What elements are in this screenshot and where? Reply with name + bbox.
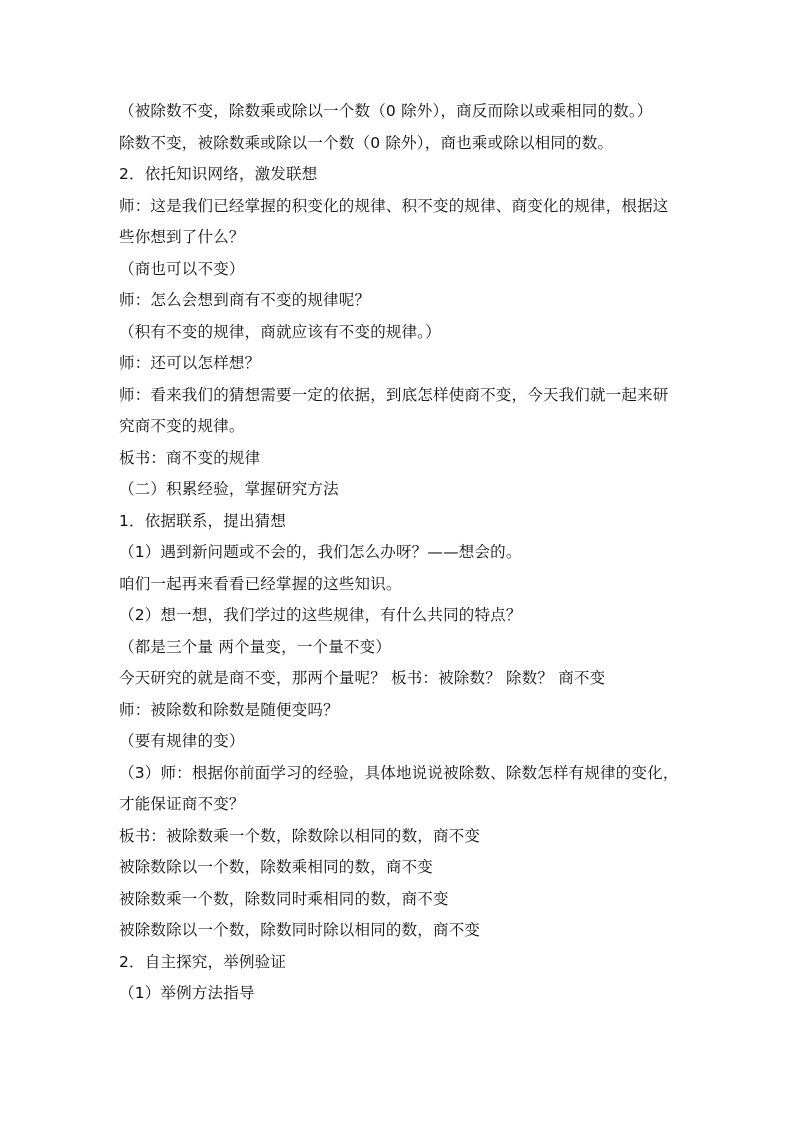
text-line-7: 师：怎么会想到商有不变的规律呢？ bbox=[119, 291, 371, 309]
text-line-1: （被除数不变，除数乘或除以一个数（0 除外），商反而除以或乘相同的数。） bbox=[119, 102, 653, 120]
subsection-heading-1: 1．依据联系，提出猜想 bbox=[119, 511, 287, 530]
text-line-23: 才能保证商不变？ bbox=[119, 795, 245, 813]
blackboard-title: 板书：商不变的规律 bbox=[119, 448, 261, 467]
text-line-22: （3）师：根据你前面学习的经验，具体地说说被除数、除数怎样有规律的变化， bbox=[119, 763, 679, 782]
blackboard-rule-4: 被除数除以一个数，除数同时除以相同的数，商不变 bbox=[119, 921, 481, 939]
text-line-6: （商也可以不变） bbox=[119, 259, 245, 278]
blackboard-rule-1: 板书：被除数乘一个数，除数除以相同的数，商不变 bbox=[119, 826, 481, 845]
text-line-9: 师：还可以怎样想？ bbox=[119, 354, 261, 372]
text-line-8: （积有不变的规律，商就应该有不变的规律。） bbox=[119, 322, 441, 341]
blackboard-rule-2: 被除数除以一个数，除数乘相同的数，商不变 bbox=[119, 858, 434, 876]
text-line-5: 些你想到了什么？ bbox=[119, 228, 245, 246]
text-line-4: 师：这是我们已经掌握的积变化的规律、积不变的规律、商变化的规律，根据这 bbox=[119, 196, 669, 215]
text-line-19: 今天研究的就是商不变，那两个量呢？ 板书：被除数？ 除数？ 商不变 bbox=[119, 669, 606, 687]
text-line-16: 咱们一起再来看看已经掌握的这些知识。 bbox=[119, 574, 402, 593]
text-line-11: 究商不变的规律。 bbox=[119, 417, 245, 435]
text-line-20: 师：被除数和除数是随便变吗？ bbox=[119, 700, 339, 719]
text-line-29: （1）举例方法指导 bbox=[119, 984, 255, 1002]
section-heading-part-2: （二）积累经验，掌握研究方法 bbox=[119, 480, 339, 498]
text-line-18: （都是三个量 两个量变，一个量不变） bbox=[119, 637, 392, 656]
text-line-17: （2）想一想，我们学过的这些规律，有什么共同的特点？ bbox=[119, 606, 522, 624]
subsection-heading-2: 2．自主探究，举例验证 bbox=[119, 952, 287, 971]
document-page bbox=[119, 96, 679, 1010]
section-heading-2: 2．依托知识网络，激发联想 bbox=[119, 165, 318, 183]
text-line-15: （1）遇到新问题或不会的，我们怎么办呀？——想会的。 bbox=[119, 543, 522, 561]
blackboard-rule-3: 被除数乘一个数，除数同时乘相同的数，商不变 bbox=[119, 889, 449, 908]
text-line-2: 除数不变，被除数乘或除以一个数（0 除外），商也乘或除以相同的数。 bbox=[119, 133, 614, 152]
text-line-10: 师：看来我们的猜想需要一定的依据，到底怎样使商不变，今天我们就一起来研 bbox=[119, 385, 669, 404]
text-line-21: （要有规律的变） bbox=[119, 732, 245, 750]
